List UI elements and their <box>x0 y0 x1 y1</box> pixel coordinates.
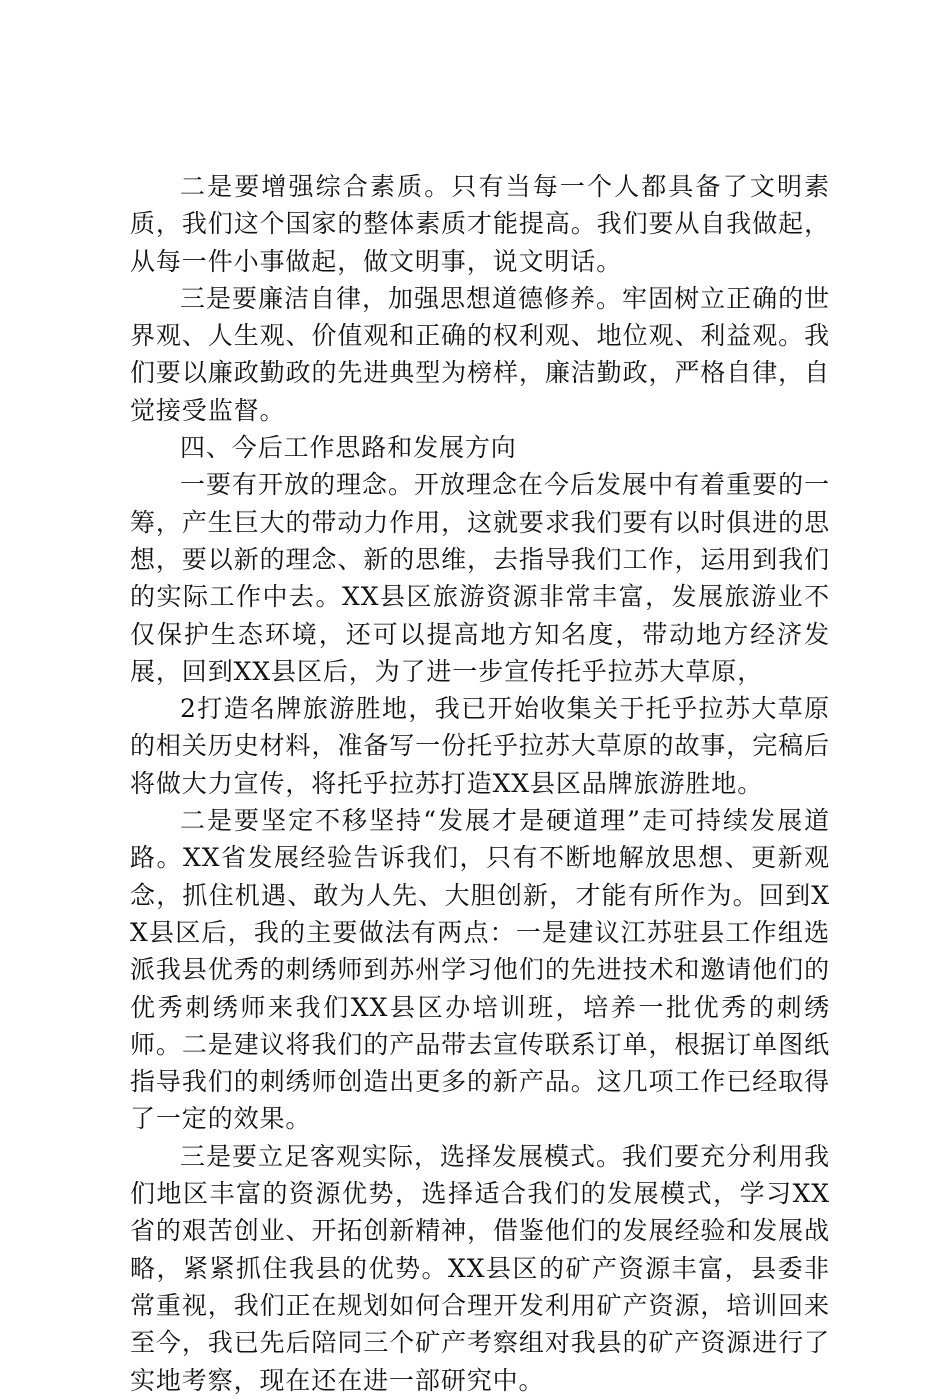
paragraph-development-model: 三是要立足客观实际，选择发展模式。我们要充分利用我们地区丰富的资源优势，选择适合我们的发展模式，学习XX省的艰苦创业、开拓创新精神，借鉴他们的发展经验和发展战略，紧紧抓住我县的优势。XX县区的矿产资源丰富，县委非常重视，我们正在规划如何合理开发利用矿产资源，培训回来至今，我已先后陪同三个矿产考察组对我县的矿产资源进行了实地考察，现在还在进一部研究中。 <box>130 1141 830 1395</box>
paragraph-integrated-quality: 二是要增强综合素质。只有当每一个人都具备了文明素质，我们这个国家的整体素质才能提高。我们要从自我做起，从每一件小事做起，做文明事，说文明话。 <box>130 172 830 276</box>
paragraph-open-concept: 一要有开放的理念。开放理念在今后发展中有着重要的一筹，产生巨大的带动力作用，这就要求我们要有以时俱进的思想，要以新的理念、新的思维，去指导我们工作，运用到我们的实际工作中去。XX县区旅游资源非常丰富，发展旅游业不仅保护生态环境，还可以提高地方知名度，带动地方经济发展，回到XX县区后，为了进一步宣传托乎拉苏大草原， <box>130 470 830 686</box>
paragraph-tourism-brand: 2打造名牌旅游胜地，我已开始收集关于托乎拉苏大草原的相关历史材料，准备写一份托乎拉苏大草原的故事，完稿后将做大力宣传，将托乎拉苏打造XX县区品牌旅游胜地。 <box>130 694 830 798</box>
document-body <box>130 168 830 1399</box>
paragraph-integrity-self-discipline: 三是要廉洁自律，加强思想道德修养。牢固树立正确的世界观、人生观、价值观和正确的权利观、地位观、利益观。我们要以廉政勤政的先进典型为榜样，廉洁勤政，严格自律，自觉接受监督。 <box>130 283 830 425</box>
paragraph-sustainable-development: 二是要坚定不移坚持“发展才是硬道理”走可持续发展道路。XX省发展经验告诉我们，只有不断地解放思想、更新观念，抓住机遇、敢为人先、大胆创新，才能有所作为。回到XX县区后，我的主要做法有两点：一是建议江苏驻县工作组选派我县优秀的刺绣师到苏州学习他们的先进技术和邀请他们的优秀刺绣师来我们XX县区办培训班，培养一批优秀的刺绣师。二是建议将我们的产品带去宣传联系订单，根据订单图纸指导我们的刺绣师创造出更多的新产品。这几项工作已经取得了一定的效果。 <box>130 806 830 1134</box>
section-heading-future-work: 四、今后工作思路和发展方向 <box>180 433 517 463</box>
